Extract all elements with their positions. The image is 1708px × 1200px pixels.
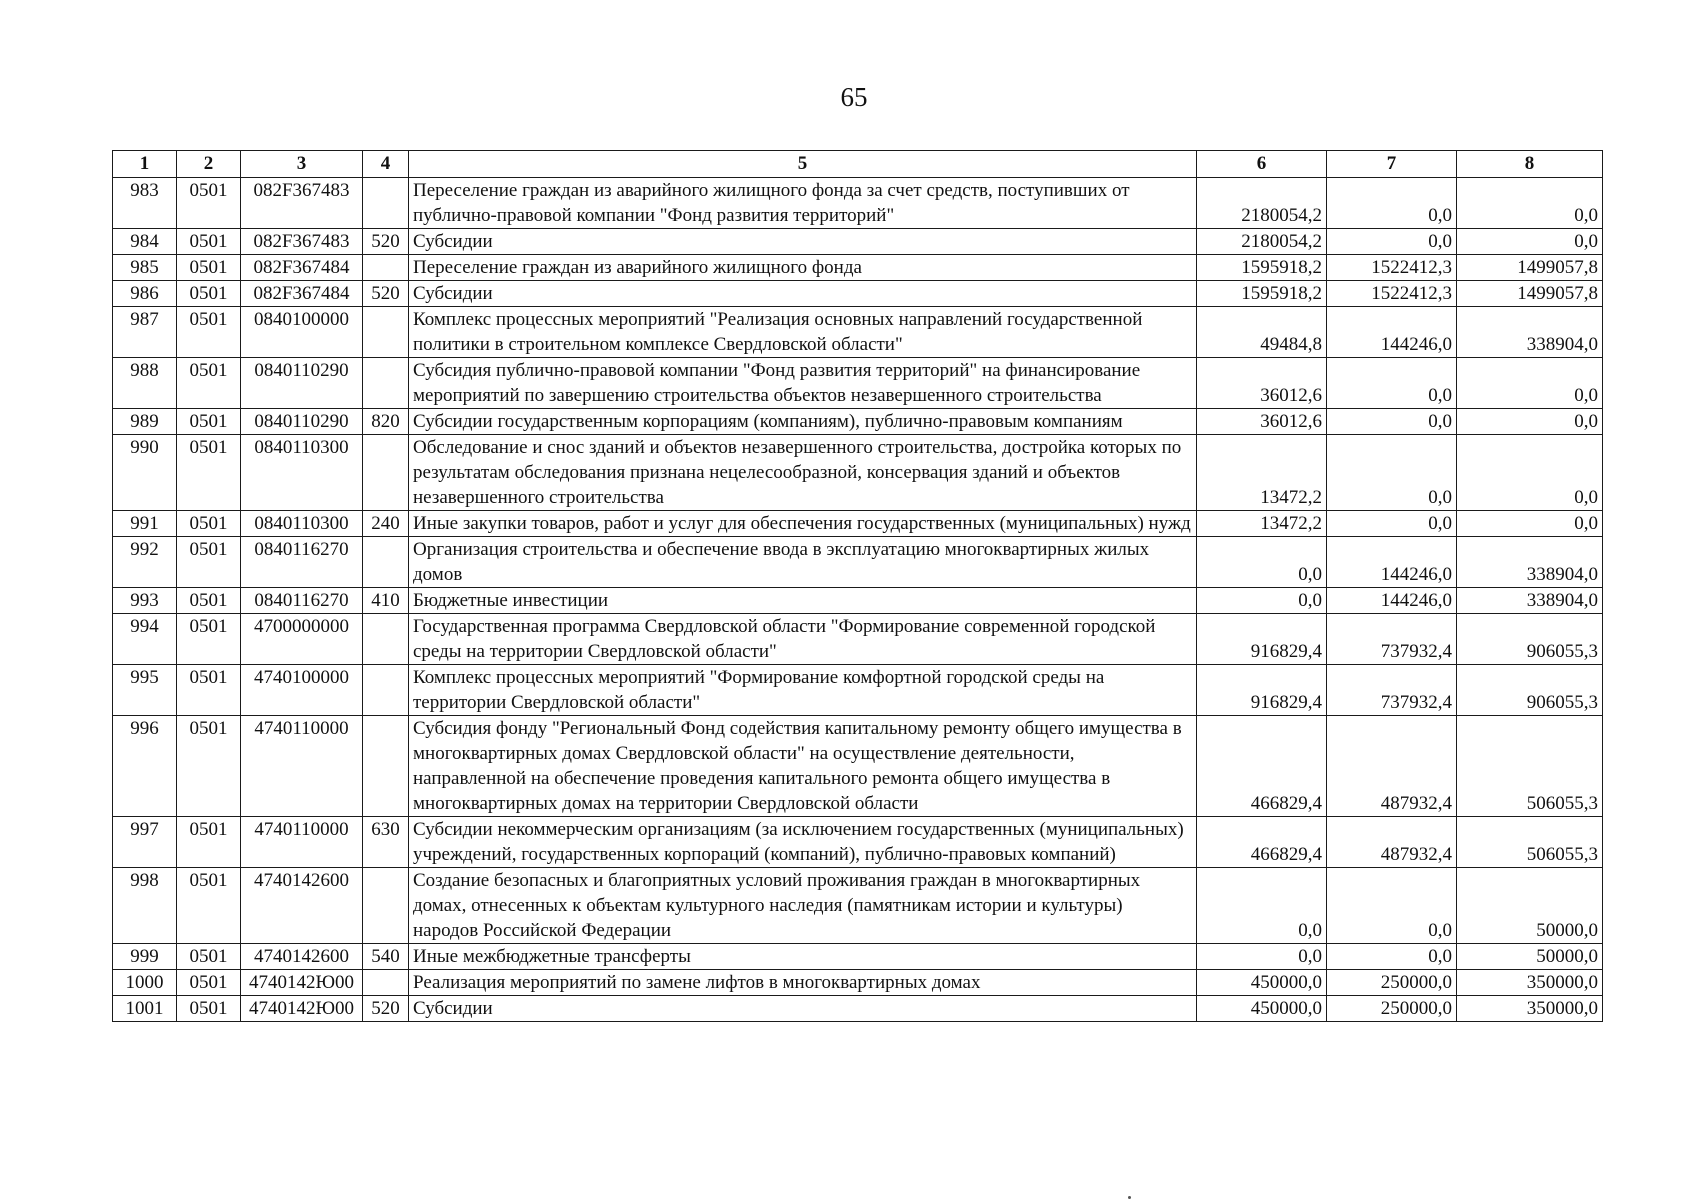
target-article-cell: 4740142600 xyxy=(241,868,363,944)
column-header: 8 xyxy=(1457,151,1603,178)
row-number-cell: 983 xyxy=(113,178,177,229)
row-number-cell: 984 xyxy=(113,229,177,255)
section-code-cell: 0501 xyxy=(177,537,241,588)
item-name-cell: Обследование и снос зданий и объектов незавершенного строительства, достройка которых по результатам обследования признана нецелесообразной, консервация зданий и объектов незавершенного строительства xyxy=(409,435,1197,511)
budget-table xyxy=(112,150,1603,1022)
section-code-cell: 0501 xyxy=(177,358,241,409)
amount-col6-cell: 36012,6 xyxy=(1197,409,1327,435)
section-code-cell: 0501 xyxy=(177,255,241,281)
item-name-cell: Организация строительства и обеспечение ввода в эксплуатацию многоквартирных жилых домов xyxy=(409,537,1197,588)
table-row xyxy=(113,307,1603,358)
item-name-cell: Бюджетные инвестиции xyxy=(409,588,1197,614)
amount-col7-cell: 0,0 xyxy=(1327,435,1457,511)
amount-col7-cell: 737932,4 xyxy=(1327,665,1457,716)
column-header: 6 xyxy=(1197,151,1327,178)
row-number-cell: 986 xyxy=(113,281,177,307)
section-code-cell: 0501 xyxy=(177,588,241,614)
row-number-cell: 993 xyxy=(113,588,177,614)
amount-col6-cell: 450000,0 xyxy=(1197,970,1327,996)
item-name-cell: Иные закупки товаров, работ и услуг для обеспечения государственных (муниципальных) нужд xyxy=(409,511,1197,537)
amount-col8-cell: 906055,3 xyxy=(1457,614,1603,665)
amount-col7-cell: 487932,4 xyxy=(1327,817,1457,868)
target-article-cell: 082F367483 xyxy=(241,178,363,229)
section-code-cell: 0501 xyxy=(177,970,241,996)
amount-col7-cell: 487932,4 xyxy=(1327,716,1457,817)
section-code-cell: 0501 xyxy=(177,996,241,1022)
item-name-cell: Переселение граждан из аварийного жилищного фонда за счет средств, поступивших от публично-правовой компании "Фонд развития территорий" xyxy=(409,178,1197,229)
row-number-cell: 996 xyxy=(113,716,177,817)
target-article-cell: 082F367483 xyxy=(241,229,363,255)
amount-col8-cell: 0,0 xyxy=(1457,229,1603,255)
amount-col7-cell: 144246,0 xyxy=(1327,537,1457,588)
table-row xyxy=(113,817,1603,868)
expense-type-cell xyxy=(363,358,409,409)
amount-col6-cell: 916829,4 xyxy=(1197,614,1327,665)
section-code-cell: 0501 xyxy=(177,229,241,255)
row-number-cell: 997 xyxy=(113,817,177,868)
amount-col8-cell: 0,0 xyxy=(1457,409,1603,435)
target-article-cell: 4740142600 xyxy=(241,944,363,970)
amount-col7-cell: 250000,0 xyxy=(1327,996,1457,1022)
row-number-cell: 987 xyxy=(113,307,177,358)
expense-type-cell: 410 xyxy=(363,588,409,614)
expense-type-cell xyxy=(363,716,409,817)
amount-col7-cell: 737932,4 xyxy=(1327,614,1457,665)
target-article-cell: 4740100000 xyxy=(241,665,363,716)
section-code-cell: 0501 xyxy=(177,307,241,358)
target-article-cell: 0840110300 xyxy=(241,435,363,511)
table-row xyxy=(113,970,1603,996)
expense-type-cell: 520 xyxy=(363,281,409,307)
row-number-cell: 992 xyxy=(113,537,177,588)
amount-col6-cell: 0,0 xyxy=(1197,588,1327,614)
target-article-cell: 0840110300 xyxy=(241,511,363,537)
target-article-cell: 0840110290 xyxy=(241,409,363,435)
target-article-cell: 0840110290 xyxy=(241,358,363,409)
amount-col6-cell: 0,0 xyxy=(1197,537,1327,588)
row-number-cell: 988 xyxy=(113,358,177,409)
item-name-cell: Субсидии некоммерческим организациям (за исключением государственных (муниципальных) учреждений, государственных корпораций (компаний), публично-правовых компаний) xyxy=(409,817,1197,868)
expense-type-cell: 540 xyxy=(363,944,409,970)
table-row xyxy=(113,281,1603,307)
page-number: 65 xyxy=(840,82,868,112)
item-name-cell: Субсидии xyxy=(409,996,1197,1022)
item-name-cell: Субсидии государственным корпорациям (компаниям), публично-правовым компаниям xyxy=(409,409,1197,435)
amount-col6-cell: 0,0 xyxy=(1197,868,1327,944)
expense-type-cell xyxy=(363,537,409,588)
item-name-cell: Государственная программа Свердловской области "Формирование современной городской среды на территории Свердловской области" xyxy=(409,614,1197,665)
amount-col8-cell: 338904,0 xyxy=(1457,588,1603,614)
amount-col8-cell: 1499057,8 xyxy=(1457,281,1603,307)
section-code-cell: 0501 xyxy=(177,281,241,307)
amount-col7-cell: 144246,0 xyxy=(1327,307,1457,358)
expense-type-cell: 820 xyxy=(363,409,409,435)
section-code-cell: 0501 xyxy=(177,868,241,944)
amount-col6-cell: 450000,0 xyxy=(1197,996,1327,1022)
amount-col6-cell: 466829,4 xyxy=(1197,817,1327,868)
amount-col8-cell: 350000,0 xyxy=(1457,996,1603,1022)
table-row xyxy=(113,588,1603,614)
target-article-cell: 0840116270 xyxy=(241,537,363,588)
amount-col6-cell: 916829,4 xyxy=(1197,665,1327,716)
target-article-cell: 4700000000 xyxy=(241,614,363,665)
amount-col8-cell: 338904,0 xyxy=(1457,537,1603,588)
table-row xyxy=(113,614,1603,665)
amount-col7-cell: 1522412,3 xyxy=(1327,255,1457,281)
table-row xyxy=(113,358,1603,409)
amount-col6-cell: 1595918,2 xyxy=(1197,281,1327,307)
amount-col7-cell: 250000,0 xyxy=(1327,970,1457,996)
expense-type-cell xyxy=(363,970,409,996)
amount-col8-cell: 50000,0 xyxy=(1457,944,1603,970)
item-name-cell: Создание безопасных и благоприятных условий проживания граждан в многоквартирных домах, отнесенных к объектам культурного наследия (памятникам истории и культуры) народов Российской Федерации xyxy=(409,868,1197,944)
table-row xyxy=(113,716,1603,817)
target-article-cell: 4740110000 xyxy=(241,716,363,817)
amount-col8-cell: 0,0 xyxy=(1457,435,1603,511)
amount-col7-cell: 1522412,3 xyxy=(1327,281,1457,307)
amount-col8-cell: 0,0 xyxy=(1457,511,1603,537)
item-name-cell: Субсидии xyxy=(409,229,1197,255)
amount-col7-cell: 0,0 xyxy=(1327,409,1457,435)
section-code-cell: 0501 xyxy=(177,614,241,665)
row-number-cell: 985 xyxy=(113,255,177,281)
row-number-cell: 999 xyxy=(113,944,177,970)
row-number-cell: 994 xyxy=(113,614,177,665)
section-code-cell: 0501 xyxy=(177,817,241,868)
table-row xyxy=(113,868,1603,944)
target-article-cell: 4740142Ю00 xyxy=(241,996,363,1022)
amount-col6-cell: 13472,2 xyxy=(1197,511,1327,537)
target-article-cell: 0840100000 xyxy=(241,307,363,358)
amount-col7-cell: 0,0 xyxy=(1327,868,1457,944)
item-name-cell: Субсидия фонду "Региональный Фонд содействия капитальному ремонту общего имущества в многоквартирных домах Свердловской области" на осуществление деятельности, направленной на обеспечение проведения капитального ремонта общего имущества в многоквартирных домах на территории Свердловской области xyxy=(409,716,1197,817)
target-article-cell: 4740142Ю00 xyxy=(241,970,363,996)
target-article-cell: 082F367484 xyxy=(241,281,363,307)
amount-col6-cell: 0,0 xyxy=(1197,944,1327,970)
expense-type-cell: 520 xyxy=(363,229,409,255)
item-name-cell: Субсидии xyxy=(409,281,1197,307)
column-header: 2 xyxy=(177,151,241,178)
table-row xyxy=(113,996,1603,1022)
row-number-cell: 991 xyxy=(113,511,177,537)
amount-col8-cell: 906055,3 xyxy=(1457,665,1603,716)
amount-col6-cell: 466829,4 xyxy=(1197,716,1327,817)
section-code-cell: 0501 xyxy=(177,665,241,716)
expense-type-cell xyxy=(363,665,409,716)
section-code-cell: 0501 xyxy=(177,435,241,511)
amount-col8-cell: 350000,0 xyxy=(1457,970,1603,996)
amount-col6-cell: 2180054,2 xyxy=(1197,178,1327,229)
table-row xyxy=(113,255,1603,281)
table-row xyxy=(113,511,1603,537)
expense-type-cell xyxy=(363,255,409,281)
amount-col7-cell: 0,0 xyxy=(1327,229,1457,255)
section-code-cell: 0501 xyxy=(177,944,241,970)
expense-type-cell: 630 xyxy=(363,817,409,868)
target-article-cell: 0840116270 xyxy=(241,588,363,614)
expense-type-cell: 240 xyxy=(363,511,409,537)
table-row xyxy=(113,665,1603,716)
row-number-cell: 989 xyxy=(113,409,177,435)
column-header: 1 xyxy=(113,151,177,178)
section-code-cell: 0501 xyxy=(177,716,241,817)
row-number-cell: 990 xyxy=(113,435,177,511)
item-name-cell: Комплекс процессных мероприятий "Реализация основных направлений государственной политики в строительном комплексе Свердловской области" xyxy=(409,307,1197,358)
amount-col8-cell: 50000,0 xyxy=(1457,868,1603,944)
item-name-cell: Комплекс процессных мероприятий "Формирование комфортной городской среды на территории Свердловской области" xyxy=(409,665,1197,716)
amount-col6-cell: 1595918,2 xyxy=(1197,255,1327,281)
scan-speck xyxy=(1128,1196,1131,1199)
table-row xyxy=(113,435,1603,511)
amount-col7-cell: 0,0 xyxy=(1327,511,1457,537)
amount-col8-cell: 506055,3 xyxy=(1457,716,1603,817)
table-row xyxy=(113,944,1603,970)
amount-col8-cell: 338904,0 xyxy=(1457,307,1603,358)
amount-col6-cell: 49484,8 xyxy=(1197,307,1327,358)
amount-col8-cell: 1499057,8 xyxy=(1457,255,1603,281)
table-row xyxy=(113,229,1603,255)
target-article-cell: 082F367484 xyxy=(241,255,363,281)
amount-col8-cell: 0,0 xyxy=(1457,358,1603,409)
amount-col8-cell: 0,0 xyxy=(1457,178,1603,229)
amount-col7-cell: 144246,0 xyxy=(1327,588,1457,614)
row-number-cell: 998 xyxy=(113,868,177,944)
row-number-cell: 1000 xyxy=(113,970,177,996)
amount-col7-cell: 0,0 xyxy=(1327,944,1457,970)
amount-col6-cell: 13472,2 xyxy=(1197,435,1327,511)
item-name-cell: Иные межбюджетные трансферты xyxy=(409,944,1197,970)
item-name-cell: Субсидия публично-правовой компании "Фонд развития территорий" на финансирование мероприятий по завершению строительства объектов незавершенного строительства xyxy=(409,358,1197,409)
header-row xyxy=(113,151,1603,178)
section-code-cell: 0501 xyxy=(177,409,241,435)
expense-type-cell: 520 xyxy=(363,996,409,1022)
expense-type-cell xyxy=(363,435,409,511)
expense-type-cell xyxy=(363,614,409,665)
item-name-cell: Реализация мероприятий по замене лифтов в многоквартирных домах xyxy=(409,970,1197,996)
table-row xyxy=(113,178,1603,229)
amount-col8-cell: 506055,3 xyxy=(1457,817,1603,868)
item-name-cell: Переселение граждан из аварийного жилищного фонда xyxy=(409,255,1197,281)
table-row xyxy=(113,409,1603,435)
amount-col7-cell: 0,0 xyxy=(1327,358,1457,409)
column-header: 5 xyxy=(409,151,1197,178)
amount-col6-cell: 36012,6 xyxy=(1197,358,1327,409)
amount-col6-cell: 2180054,2 xyxy=(1197,229,1327,255)
column-header: 3 xyxy=(241,151,363,178)
expense-type-cell xyxy=(363,868,409,944)
amount-col7-cell: 0,0 xyxy=(1327,178,1457,229)
row-number-cell: 1001 xyxy=(113,996,177,1022)
table-row xyxy=(113,537,1603,588)
row-number-cell: 995 xyxy=(113,665,177,716)
section-code-cell: 0501 xyxy=(177,178,241,229)
column-header: 7 xyxy=(1327,151,1457,178)
expense-type-cell xyxy=(363,307,409,358)
column-header: 4 xyxy=(363,151,409,178)
expense-type-cell xyxy=(363,178,409,229)
table-body xyxy=(113,178,1603,1022)
target-article-cell: 4740110000 xyxy=(241,817,363,868)
section-code-cell: 0501 xyxy=(177,511,241,537)
